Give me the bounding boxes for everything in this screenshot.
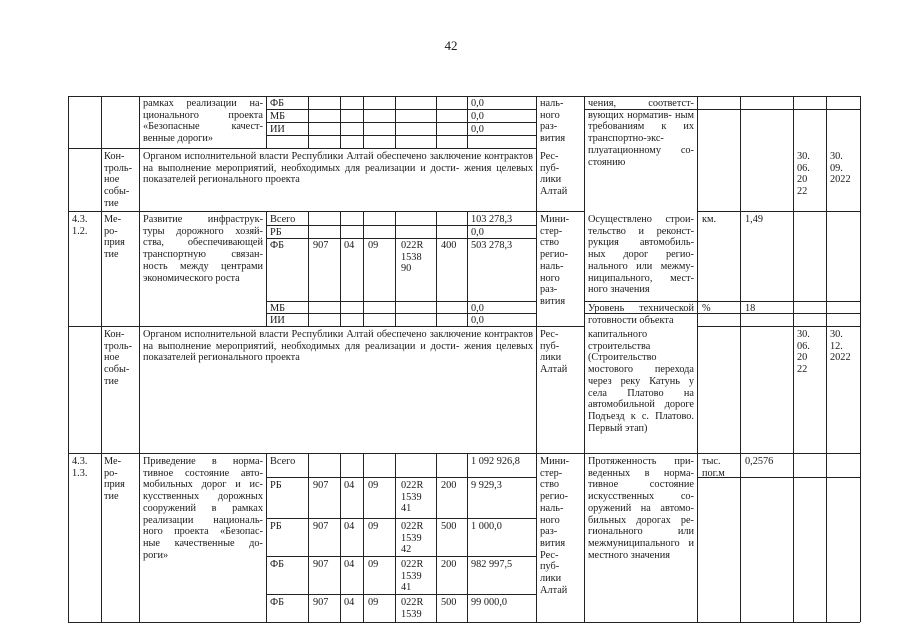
grid-line bbox=[68, 326, 584, 327]
budget-code: 907 bbox=[313, 597, 329, 608]
amount-value: 0,0 bbox=[471, 98, 484, 109]
budget-code: 09 bbox=[368, 521, 379, 532]
activity-description: рамках реализации на- ционального проекта «Безопасные качест- венные дороги» bbox=[143, 98, 263, 145]
funding-source: РБ bbox=[270, 480, 282, 491]
executor: наль- ного раз- вития bbox=[540, 98, 566, 145]
grid-line bbox=[860, 96, 861, 622]
grid-line bbox=[68, 148, 536, 149]
budget-code: 04 bbox=[344, 559, 355, 570]
amount-value: 0,0 bbox=[471, 303, 484, 314]
control-event-label: Кон- троль- ное собы- тие bbox=[104, 151, 133, 209]
budget-code: 09 bbox=[368, 240, 379, 251]
end-date: 30. 12. 2022 bbox=[830, 329, 851, 364]
end-date: 30. 09. 2022 bbox=[830, 151, 851, 186]
item-kind: Ме- ро- прия тие bbox=[104, 214, 125, 261]
item-kind: Ме- ро- прия тие bbox=[104, 456, 125, 503]
amount-value: 0,0 bbox=[471, 227, 484, 238]
result-indicator: капитального строительства (Строительство мостового перехода через реку Катунь у села Платово на автомобильной дороге Подъезд к с. Платово. Первый этап) bbox=[588, 329, 694, 434]
budget-code: 09 bbox=[368, 559, 379, 570]
grid-line bbox=[266, 556, 536, 557]
grid-line bbox=[101, 96, 102, 622]
grid-line bbox=[584, 96, 585, 622]
result-indicator: Протяженность при- веденных в норма- тивное состояние искусственных со- оружений на автомо- бильных дорогах ре- гионального или межмуниципального и местного значения bbox=[588, 456, 694, 561]
grid-line bbox=[340, 211, 341, 326]
grid-line bbox=[467, 453, 468, 622]
grid-line bbox=[697, 326, 860, 327]
executor: Мини- стер- ство регио- наль- ного раз- вития bbox=[540, 214, 570, 307]
amount-value: 0,0 bbox=[471, 124, 484, 135]
control-event-text: Органом исполнительной власти Республики Алтай обеспечено заключение контрактов на выполнение мероприятий, необходимых для реализации и дости- жения целевых показателей регионального проекта bbox=[143, 151, 533, 186]
grid-line bbox=[308, 211, 309, 326]
amount-value: 0,0 bbox=[471, 111, 484, 122]
budget-code: 022R 1538 90 bbox=[401, 240, 424, 275]
grid-line bbox=[266, 313, 536, 314]
grid-line bbox=[266, 594, 536, 595]
funding-source: ФБ bbox=[270, 559, 285, 570]
amount-value: 503 278,3 bbox=[471, 240, 513, 251]
grid-line bbox=[826, 96, 827, 622]
funding-source: ФБ bbox=[270, 597, 285, 608]
amount-value: 0,0 bbox=[471, 315, 484, 326]
executor: Мини- стер- ство регио- наль- ного раз- вития Рес- пуб- лики Алтай bbox=[540, 456, 570, 596]
budget-code: 907 bbox=[313, 240, 329, 251]
grid-line bbox=[308, 453, 309, 622]
grid-line bbox=[68, 96, 69, 622]
grid-line bbox=[266, 477, 536, 478]
start-date: 30. 06. 20 22 bbox=[797, 151, 810, 198]
budget-code: 400 bbox=[441, 240, 457, 251]
grid-line bbox=[266, 238, 536, 239]
budget-code: 022R 1539 bbox=[401, 597, 424, 620]
budget-code: 022R 1539 41 bbox=[401, 559, 424, 594]
funding-source: ФБ bbox=[270, 98, 285, 109]
grid-line bbox=[68, 622, 860, 623]
grid-line bbox=[266, 301, 536, 302]
funding-source: МБ bbox=[270, 303, 286, 314]
funding-source: РБ bbox=[270, 227, 282, 238]
grid-line bbox=[266, 135, 536, 136]
grid-line bbox=[266, 109, 536, 110]
grid-line bbox=[536, 96, 537, 622]
budget-code: 200 bbox=[441, 559, 457, 570]
grid-line bbox=[266, 211, 267, 326]
executor: Рес- пуб- лики Алтай bbox=[540, 151, 568, 198]
budget-code: 09 bbox=[368, 597, 379, 608]
grid-line bbox=[266, 122, 536, 123]
funding-source: ИИ bbox=[270, 124, 285, 135]
budget-code: 04 bbox=[344, 521, 355, 532]
target-value: 18 bbox=[745, 303, 756, 314]
funding-source: ФБ bbox=[270, 240, 285, 251]
grid-line bbox=[363, 211, 364, 326]
amount-value: 99 000,0 bbox=[471, 597, 508, 608]
unit: % bbox=[702, 303, 711, 314]
funding-source: Всего bbox=[270, 214, 296, 225]
grid-line bbox=[740, 96, 741, 622]
grid-line bbox=[584, 453, 860, 454]
grid-line bbox=[68, 96, 860, 97]
grid-line bbox=[436, 453, 437, 622]
amount-value: 9 929,3 bbox=[471, 480, 502, 491]
grid-line bbox=[467, 211, 468, 326]
grid-line bbox=[395, 453, 396, 622]
budget-code: 022R 1539 42 bbox=[401, 521, 424, 556]
control-event-label: Кон- троль- ное собы- тие bbox=[104, 329, 133, 387]
activity-description: Приведение в норма- тивное состояние авто- мобильных дорог и ис- кусственных дорожных сооружений в рамках реализации националь- ного проекта «Безопас- ные качественные до- роги» bbox=[143, 456, 263, 561]
unit: км. bbox=[702, 214, 717, 225]
grid-line bbox=[68, 211, 584, 212]
grid-line bbox=[436, 211, 437, 326]
result-indicator: Уровень технической готовности объекта bbox=[588, 303, 694, 326]
item-number: 4.3. 1.3. bbox=[72, 456, 88, 479]
funding-source: Всего bbox=[270, 456, 296, 467]
budget-code: 04 bbox=[344, 597, 355, 608]
item-number: 4.3. 1.2. bbox=[72, 214, 88, 237]
funding-source: МБ bbox=[270, 111, 286, 122]
result-indicator: чения, соответст- вующих норматив- ным требованиям к их транспортно-экс- плуатационному со- стоянию bbox=[588, 98, 694, 168]
grid-line bbox=[266, 453, 267, 622]
amount-value: 103 278,3 bbox=[471, 214, 513, 225]
amount-value: 1 000,0 bbox=[471, 521, 502, 532]
budget-code: 907 bbox=[313, 559, 329, 570]
grid-line bbox=[266, 518, 536, 519]
budget-code: 09 bbox=[368, 480, 379, 491]
executor: Рес- пуб- лики Алтай bbox=[540, 329, 568, 376]
target-value: 1,49 bbox=[745, 214, 764, 225]
grid-line bbox=[584, 301, 860, 302]
activity-description: Развитие инфраструк- туры дорожного хозяй- ства, обеспечивающей транспортную связан- ность между центрами экономического роста bbox=[143, 214, 263, 284]
result-indicator: Осуществлено строи- тельство и реконст- рукция автомобиль- ных дорог регио- нального или межму- ниципального, мест- ного значения bbox=[588, 214, 694, 296]
grid-line bbox=[395, 211, 396, 326]
budget-code: 907 bbox=[313, 480, 329, 491]
amount-value: 982 997,5 bbox=[471, 559, 513, 570]
grid-line bbox=[697, 211, 860, 212]
grid-line bbox=[363, 453, 364, 622]
grid-line bbox=[68, 453, 584, 454]
funding-source: РБ bbox=[270, 521, 282, 532]
grid-line bbox=[697, 96, 698, 622]
target-value: 0,2576 bbox=[745, 456, 774, 467]
grid-line bbox=[793, 96, 794, 622]
budget-code: 200 bbox=[441, 480, 457, 491]
amount-value: 1 092 926,8 bbox=[471, 456, 520, 467]
budget-code: 04 bbox=[344, 480, 355, 491]
unit: тыс. пог.м bbox=[702, 456, 725, 479]
start-date: 30. 06. 20 22 bbox=[797, 329, 810, 376]
budget-code: 04 bbox=[344, 240, 355, 251]
funding-source: ИИ bbox=[270, 315, 285, 326]
budget-code: 500 bbox=[441, 521, 457, 532]
control-event-text: Органом исполнительной власти Республики Алтай обеспечено заключение контрактов на выполнение мероприятий, необходимых для реализации и дости- жения целевых показателей регионального проекта bbox=[143, 329, 533, 364]
grid-line bbox=[139, 96, 140, 622]
budget-code: 500 bbox=[441, 597, 457, 608]
budget-code: 907 bbox=[313, 521, 329, 532]
budget-code: 022R 1539 41 bbox=[401, 480, 424, 515]
grid-line bbox=[340, 453, 341, 622]
page-number: 42 bbox=[444, 38, 458, 53]
